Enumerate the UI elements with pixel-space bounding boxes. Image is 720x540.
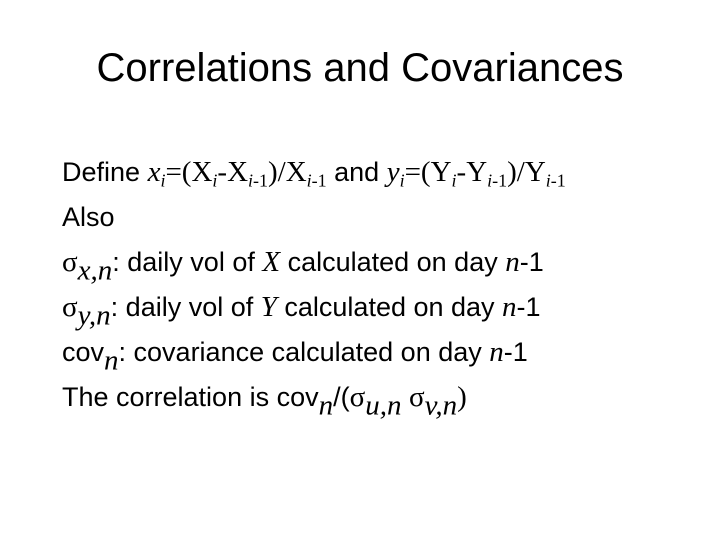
sub-one: 1 — [498, 170, 508, 191]
formula-part: -X — [217, 156, 249, 188]
sub-i: i — [160, 170, 166, 191]
line-text: -1 — [503, 337, 528, 367]
cov-text: cov — [62, 337, 105, 367]
formula-part: -Y — [456, 156, 488, 188]
sigma-subscript: v,n — [424, 389, 458, 422]
sub-i-minus: i- — [545, 170, 557, 191]
sigma-subscript: u,n — [365, 389, 402, 422]
line-text: -1 — [516, 292, 541, 322]
line-text: : covariance calculated on day — [118, 337, 490, 367]
formula-part: =(X — [165, 156, 213, 188]
space — [402, 382, 410, 412]
formula-y — [386, 156, 566, 191]
sub-i: i — [399, 170, 405, 191]
var-n: n — [505, 246, 520, 278]
sub-one: 1 — [556, 170, 566, 191]
var-Y: Y — [260, 291, 277, 323]
sigma-y-line — [62, 285, 702, 330]
var-X: X — [262, 246, 281, 278]
covariance-line — [62, 330, 702, 375]
sub-i-minus: i- — [306, 170, 318, 191]
cov-subscript: n — [318, 389, 334, 422]
sigma-symbol: σ — [62, 246, 78, 278]
line-text: calculated on day — [280, 247, 506, 277]
close-paren: ) — [457, 381, 467, 413]
line-text: /( — [333, 382, 350, 412]
var-n: n — [489, 336, 504, 368]
var-y: y — [386, 156, 400, 188]
define-text: Define — [62, 157, 148, 187]
formula-x — [147, 156, 327, 191]
sub-one: 1 — [259, 170, 268, 191]
sigma-subscript: x,n — [77, 254, 113, 287]
sub-i-minus: i- — [248, 170, 259, 191]
var-n: n — [502, 291, 517, 323]
sigma-subscript: y,n — [77, 299, 111, 332]
line-text: calculated on day — [276, 292, 503, 322]
line-text: -1 — [519, 247, 544, 277]
sub-i: i — [451, 170, 457, 191]
definition-line — [62, 150, 702, 195]
cov-subscript: n — [104, 344, 119, 377]
line-text: The correlation is cov — [62, 382, 319, 412]
correlation-line — [62, 375, 702, 420]
sub-i-minus: i- — [487, 170, 499, 191]
formula-part: =(Y — [404, 156, 452, 188]
sigma-symbol: σ — [62, 291, 78, 323]
formula-part: )/X — [267, 156, 307, 188]
sub-i: i — [212, 170, 218, 191]
slide-body — [62, 150, 702, 420]
sub-one: 1 — [317, 170, 327, 191]
sigma-symbol: σ — [349, 381, 366, 413]
and-text: and — [326, 157, 387, 187]
also-line: Also — [62, 202, 115, 232]
formula-part: )/Y — [507, 156, 546, 188]
line-text: : daily vol of — [110, 292, 261, 322]
sigma-symbol: σ — [409, 381, 425, 413]
sigma-x-line — [62, 240, 702, 285]
line-text: : daily vol of — [112, 247, 263, 277]
slide-title: Correlations and Covariances — [96, 46, 624, 90]
var-x: x — [147, 156, 161, 188]
